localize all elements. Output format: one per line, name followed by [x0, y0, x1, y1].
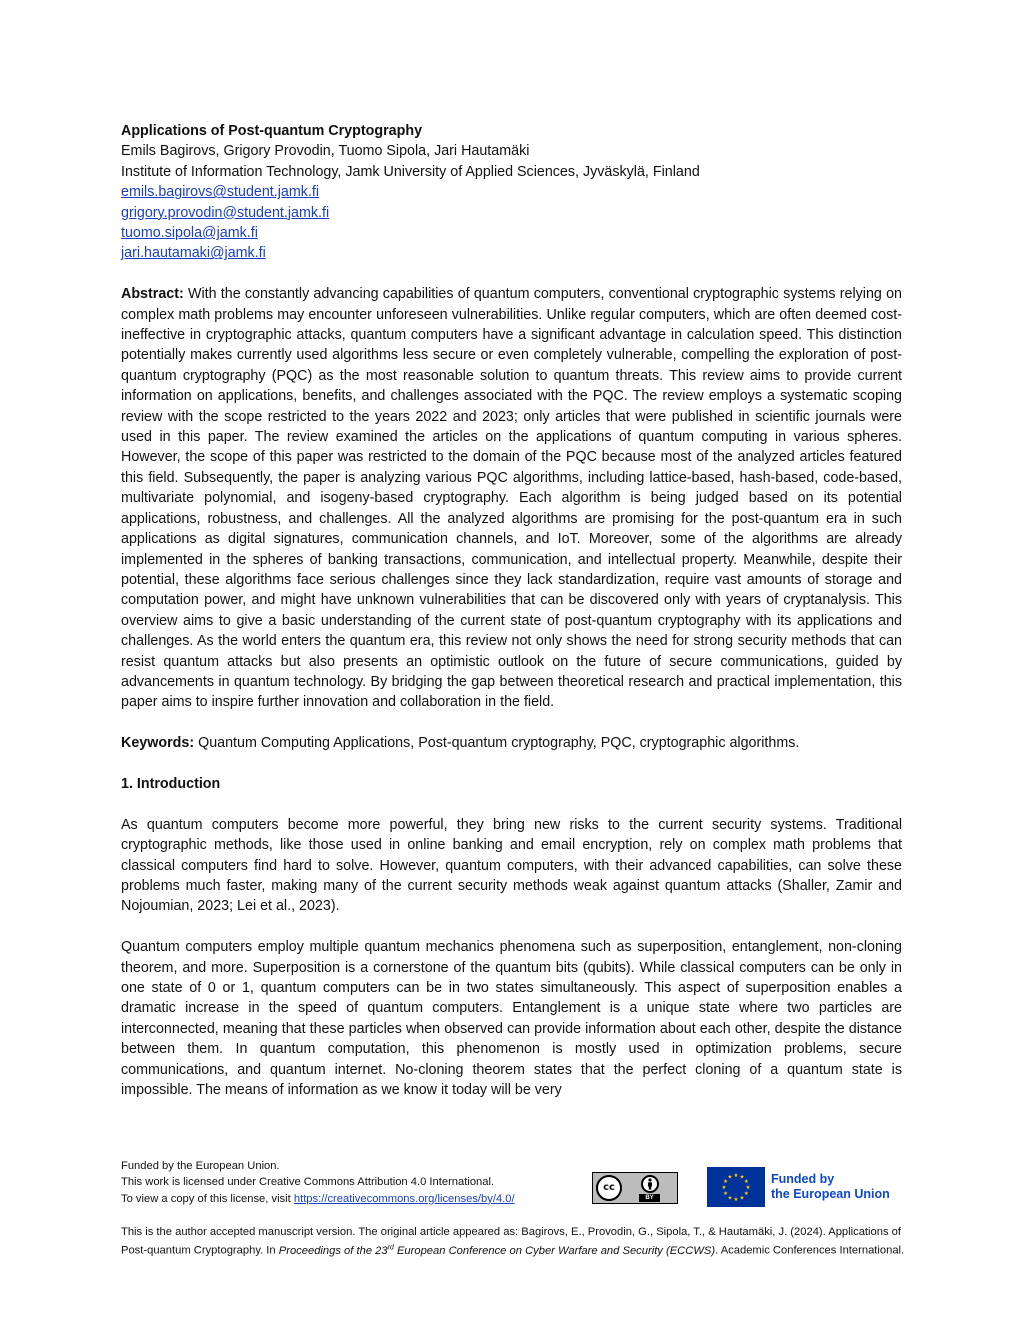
- citation-proceedings: [279, 1245, 715, 1257]
- email-link-2[interactable]: grigory.provodin@student.jamk.fi: [121, 204, 330, 221]
- abstract: [121, 284, 902, 713]
- funding-text: [121, 1158, 581, 1207]
- eu-star: ★: [723, 1191, 729, 1197]
- eu-star: ★: [733, 1197, 739, 1203]
- email-link-4[interactable]: jari.hautamaki@jamk.fi: [121, 245, 266, 262]
- eu-star: ★: [745, 1185, 751, 1191]
- eu-logo-line-2: the European Union: [771, 1187, 890, 1201]
- cc-icon: cc: [596, 1175, 622, 1201]
- eu-star: ★: [733, 1173, 739, 1179]
- citation-notice: [121, 1224, 911, 1260]
- eu-logo-line-1: Funded by: [771, 1172, 835, 1186]
- paper-title: Applications of Post-quantum Cryptography: [121, 123, 423, 139]
- email-link-1[interactable]: emils.bagirovs@student.jamk.fi: [121, 184, 320, 201]
- eu-star: ★: [743, 1191, 749, 1197]
- abstract-label: Abstract:: [121, 286, 184, 303]
- eu-flag-icon: [707, 1167, 765, 1207]
- keywords-text: Quantum Computing Applications, Post-quantum cryptography, PQC, cryptographic algorithms.: [198, 735, 800, 752]
- email-link-3[interactable]: tuomo.sipola@jamk.fi: [121, 225, 258, 242]
- funded-line: Funded by the European Union.: [121, 1160, 280, 1172]
- eu-star: ★: [739, 1195, 745, 1202]
- eu-funding-logo: [707, 1166, 909, 1208]
- license-line: This work is licensed under Creative Commons Attribution 4.0 International.: [121, 1176, 495, 1189]
- license-url-link[interactable]: https://creativecommons.org/licenses/by/4.0/: [293, 1192, 515, 1205]
- eu-star: ★: [727, 1195, 733, 1202]
- cc-by-license-badge[interactable]: [592, 1172, 678, 1204]
- author-list: Emils Bagirovs, Grigory Provodin, Tuomo Sipola, Jari Hautamäki: [121, 143, 530, 160]
- license-view-line: [121, 1191, 581, 1207]
- abstract-text: With the constantly advancing capabilities of quantum computers, conventional cryptographic systems relying on complex math problems may encounter unforeseen vulnerabilities. Unlike regular computers, which are often deemed cost-ineffective in cryptographic attacks, quantum computers have a significant advantage in calculation speed. This distinction potentially makes currently used algorithms less secure or even completely vulnerable, compelling the exploration of post-quantum cryptography (PQC) as the most reasonable solution to quantum threats. This review aims to provide current information on applications, benefits, and challenges associated with the PQC. The review employs a systematic scoping review with the scope restricted to the years 2022 and 2023; only articles that were published in scientific journals were used in this paper. The review examined the articles on the applications of quantum computing in various spheres. However, the scope of this paper was restricted to the domain of the PQC because most of the analyzed articles featured this field. Subsequently, the paper is analyzing various PQC algorithms, including lattice-based, hash-based, code-based, multivariate polynomial, and isogeny-based cryptography. Each algorithm is being judged based on its potential applications, robustness, and challenges. All the analyzed algorithms are promising for the post-quantum era in such applications as digital signatures, communication channels, and IoT. Moreover, some of the algorithms are already implemented in the spheres of banking transactions, communication, and intellectual property. Meanwhile, despite their potential, these algorithms face serious challenges since they lack standardization, require vast amounts of storage and computation power, and might have unknown vulnerabilities that can be discovered only with years of cryptanalysis. This overview aims to give a basic understanding of the current state of post-quantum cryptography with its applications and challenges. As the world enters the quantum era, this review not only shows the need for strong security methods that can resist quantum attacks but also presents an optimistic outlook on the future of secure communications, guided by advancements in quantum technology. By bridging the gap between theoretical research and practical implementation, this paper aims to inspire further innovation and collaboration in the field.: [121, 286, 902, 711]
- section-heading-introduction: 1. Introduction: [121, 775, 221, 792]
- citation-proc-a: Proceedings of the 23: [278, 1245, 388, 1258]
- paper-page: [121, 121, 902, 1100]
- by-label: BY: [639, 1194, 659, 1202]
- citation-sup: rd: [387, 1244, 394, 1252]
- license-view-prefix: To view a copy of this license, visit: [121, 1192, 291, 1205]
- affiliation: Institute of Information Technology, Jamk University of Applied Sciences, Jyväskylä, Finland: [121, 163, 700, 180]
- attribution-person-icon: [641, 1175, 659, 1193]
- keywords: [121, 733, 902, 753]
- eu-star: ★: [723, 1179, 729, 1185]
- citation-part-1: This is the author accepted manuscript version. The original article appeared as: Bagirovs, E., Provodin, G., Sipola, T., & Hautamäki, J. (2024). Applications of Post-quantum Cryptography. In: [121, 1226, 901, 1258]
- eu-star: ★: [721, 1185, 727, 1191]
- citation-part-2: . Academic Conferences International.: [715, 1245, 905, 1258]
- intro-paragraph-2: Quantum computers employ multiple quantum mechanics phenomena such as superposition, entanglement, non-cloning theorem, and more. Superposition is a cornerstone of the quantum bits (qubits). While classical computers can be only in one state of 0 or 1, quantum computers can be in two states simultaneously. This aspect of superposition enables a dramatic increase in the speed of quantum computers. Entanglement is a unique state where two particles are interconnected, meaning that these particles when observed can provide information about each other, despite the distance between them. In quantum computation, this phenomenon is mostly used in optimization problems, secure communications, and quantum internet. No-cloning theorem states that the perfect cloning of a quantum state is impossible. The means of information as we know it today will be very: [121, 939, 902, 1099]
- eu-star: ★: [727, 1174, 733, 1181]
- eu-star: ★: [739, 1174, 745, 1181]
- citation-proc-b: European Conference on Cyber Warfare and Security (ECCWS): [396, 1245, 716, 1258]
- intro-paragraph-1: As quantum computers become more powerful, they bring new risks to the current security systems. Traditional cryptographic methods, like those used in online banking and email encryption, rely on complex math problems that classical computers find hard to solve. However, quantum computers, with their advanced capabilities, can solve these problems much faster, making many of the current security methods weak against quantum attacks (Shaller, Zamir and Nojoumian, 2023; Lei et al., 2023).: [121, 816, 902, 915]
- by-block: [622, 1173, 677, 1203]
- eu-star: ★: [743, 1179, 749, 1185]
- keywords-label: Keywords:: [121, 735, 195, 752]
- eu-logo-text: [771, 1172, 890, 1202]
